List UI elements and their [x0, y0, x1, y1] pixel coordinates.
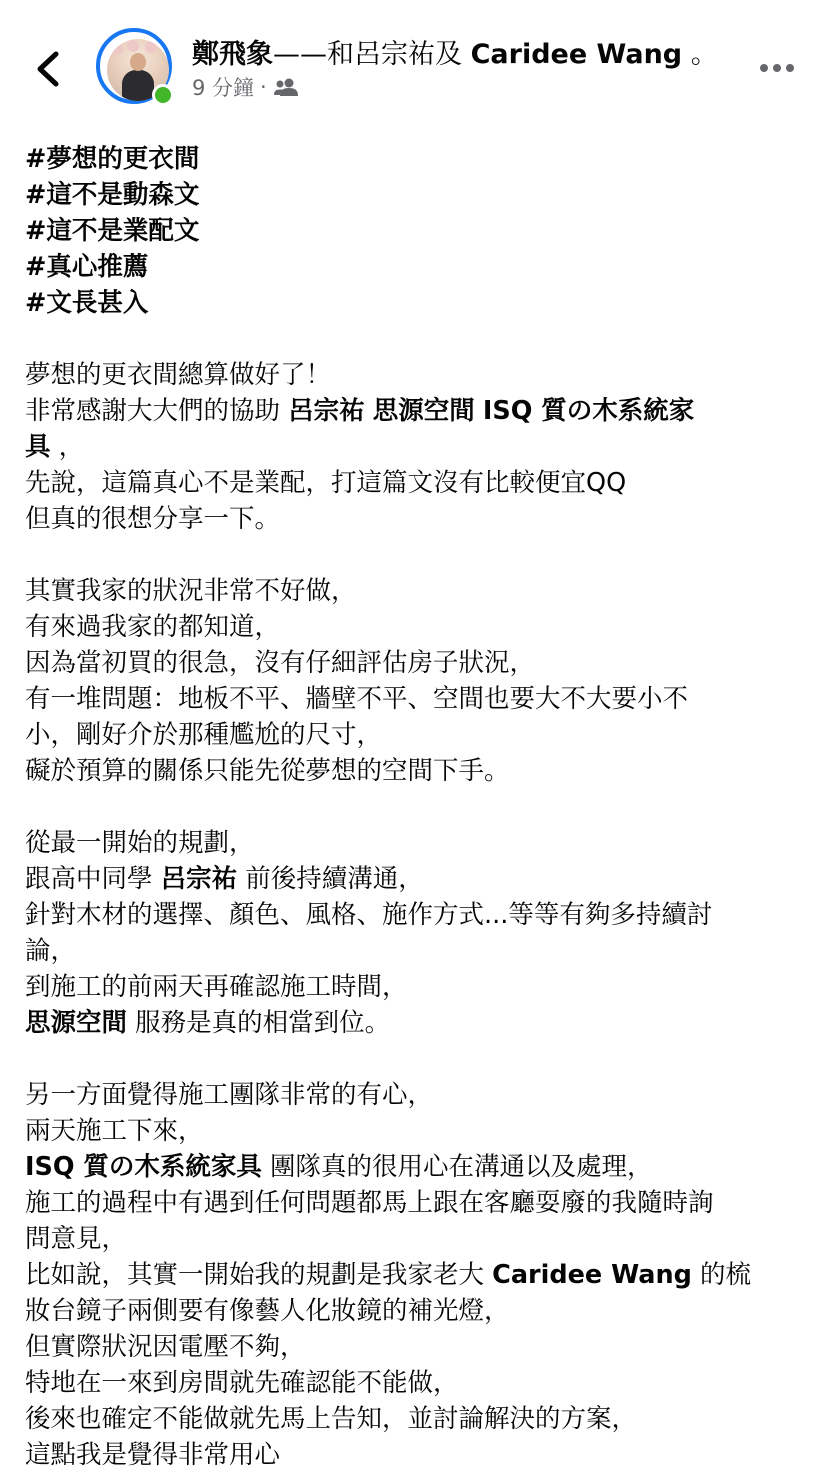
post-text-line — [25, 1113, 805, 1149]
post-text-line — [25, 1401, 805, 1437]
text-segment: 這點我是覺得非常用心 — [25, 1440, 281, 1470]
bold-text[interactable]: #真心推薦 — [25, 252, 149, 282]
bold-text[interactable]: 思源空間 — [25, 1008, 128, 1038]
post-text-line — [25, 1149, 805, 1185]
post-text-line — [25, 285, 805, 321]
meta-separator: · — [260, 75, 267, 99]
bold-text[interactable]: 呂宗祐 — [288, 396, 365, 426]
post-title — [192, 32, 718, 71]
post-text-line — [25, 1293, 805, 1329]
post-text-line — [25, 1329, 805, 1365]
post-text-line — [25, 429, 805, 465]
tagged-user[interactable]: Caridee Wang — [470, 39, 683, 70]
post-text-line — [25, 1005, 805, 1041]
text-segment: 礙於預算的關係只能先從夢想的空間下手。 — [25, 756, 510, 786]
bold-text[interactable]: #這不是動森文 — [25, 180, 200, 210]
online-status-dot — [152, 84, 174, 106]
post-text-line — [25, 897, 805, 933]
text-segment: 比如說，其實一開始我的規劃是我家老大 — [25, 1260, 493, 1290]
text-segment: 但實際狀況因電壓不夠， — [25, 1332, 306, 1362]
text-segment: 非常感謝大大們的協助 — [25, 396, 289, 426]
blank-line — [25, 1041, 805, 1077]
post-time[interactable]: 9 分鐘 — [192, 76, 255, 100]
text-segment: 針對木材的選擇、顏色、風格、施作方式...等等有夠多持續討 — [25, 900, 713, 930]
text-segment: ， — [50, 432, 85, 462]
more-options-button[interactable] — [760, 58, 800, 78]
text-segment: 其實我家的狀況非常不好做， — [25, 576, 357, 606]
text-segment: 問意見， — [25, 1224, 128, 1254]
text-segment: 另一方面覺得施工團隊非常的有心， — [25, 1080, 434, 1110]
text-segment: 論， — [25, 936, 77, 966]
text-segment: 有一堆問題：地板不平、牆壁不平、空間也要大不大要小不 — [25, 684, 689, 714]
post-text-line — [25, 1365, 805, 1401]
text-segment: 有來過我家的都知道， — [25, 612, 281, 642]
post-text-line — [25, 645, 805, 681]
text-segment: 從最一開始的規劃， — [25, 828, 255, 858]
post-text-line — [25, 1437, 805, 1473]
post-text-line — [25, 141, 805, 177]
text-segment: 夢想的更衣間總算做好了！ — [25, 360, 332, 390]
text-segment: 前後持續溝通， — [237, 864, 424, 894]
text-segment — [365, 396, 373, 426]
bold-text[interactable]: 呂宗祐 — [160, 864, 238, 894]
text-segment: 到施工的前兩天再確認施工時間， — [25, 972, 408, 1002]
post-text-line — [25, 213, 805, 249]
bold-text[interactable]: 具 — [25, 432, 51, 462]
text-segment: 服務是真的相當到位。 — [127, 1008, 391, 1038]
post-text-line — [25, 501, 805, 537]
text-segment: 的梳 — [691, 1260, 752, 1290]
chevron-left-icon — [30, 46, 70, 92]
post-text-line — [25, 1185, 805, 1221]
post-meta — [192, 72, 299, 102]
post-text-line — [25, 609, 805, 645]
more-dot — [760, 64, 768, 72]
text-segment: 特地在一來到房間就先確認能不能做， — [25, 1368, 459, 1398]
text-segment: 跟高中同學 — [25, 864, 161, 894]
text-segment: 先說，這篇真心不是業配，打這篇文沒有比較便宜QQ — [25, 468, 627, 498]
bold-text[interactable]: ISQ 質の木系統家具 — [25, 1152, 262, 1182]
post-text-line — [25, 393, 805, 429]
bold-text[interactable]: 思源空間 — [372, 396, 475, 426]
title-end: 。 — [682, 39, 718, 70]
post-text-line — [25, 1221, 805, 1257]
post-text-line — [25, 573, 805, 609]
blank-line — [25, 537, 805, 573]
text-segment: 後來也確定不能做就先馬上告知，並討論解決的方案， — [25, 1404, 638, 1434]
post-text-line — [25, 357, 805, 393]
with-text: ——和呂宗祐及 — [273, 39, 471, 70]
post-text-line — [25, 177, 805, 213]
text-segment: 小，剛好介於那種尷尬的尺寸， — [25, 720, 383, 750]
post-text-line — [25, 861, 805, 897]
more-dot — [773, 64, 781, 72]
bold-text[interactable]: #夢想的更衣間 — [25, 144, 200, 174]
post-text-line — [25, 969, 805, 1005]
post-text-line — [25, 1257, 805, 1293]
more-dot — [786, 64, 794, 72]
text-segment: 因為當初買的很急，沒有仔細評估房子狀況， — [25, 648, 536, 678]
bold-text[interactable]: Caridee Wang — [492, 1260, 692, 1290]
post-text-line — [25, 825, 805, 861]
post-text-line — [25, 933, 805, 969]
text-segment: 但真的很想分享一下。 — [25, 504, 281, 534]
post-body — [25, 141, 805, 1473]
post-text-line — [25, 753, 805, 789]
post-text-line — [25, 249, 805, 285]
text-segment: 施工的過程中有遇到任何問題都馬上跟在客廳耍廢的我隨時詢 — [25, 1188, 714, 1218]
post-text-line — [25, 717, 805, 753]
text-segment: 團隊真的很用心在溝通以及處理， — [261, 1152, 653, 1182]
bold-text[interactable]: #文長甚入 — [25, 288, 149, 318]
text-segment: 兩天施工下來， — [25, 1116, 204, 1146]
post-header — [0, 0, 820, 120]
post-text-line — [25, 1077, 805, 1113]
avatar[interactable] — [96, 28, 178, 110]
bold-text[interactable]: #這不是業配文 — [25, 216, 200, 246]
blank-line — [25, 321, 805, 357]
friends-icon — [273, 77, 299, 97]
post-text-line — [25, 681, 805, 717]
blank-line — [25, 789, 805, 825]
post-text-line — [25, 465, 805, 501]
author-name[interactable]: 鄭飛象 — [192, 39, 273, 70]
text-segment — [475, 396, 483, 426]
text-segment: 妝台鏡子兩側要有像藝人化妝鏡的補光燈， — [25, 1296, 510, 1326]
bold-text[interactable]: ISQ 質の木系統家 — [482, 396, 695, 426]
back-button[interactable] — [30, 46, 70, 92]
